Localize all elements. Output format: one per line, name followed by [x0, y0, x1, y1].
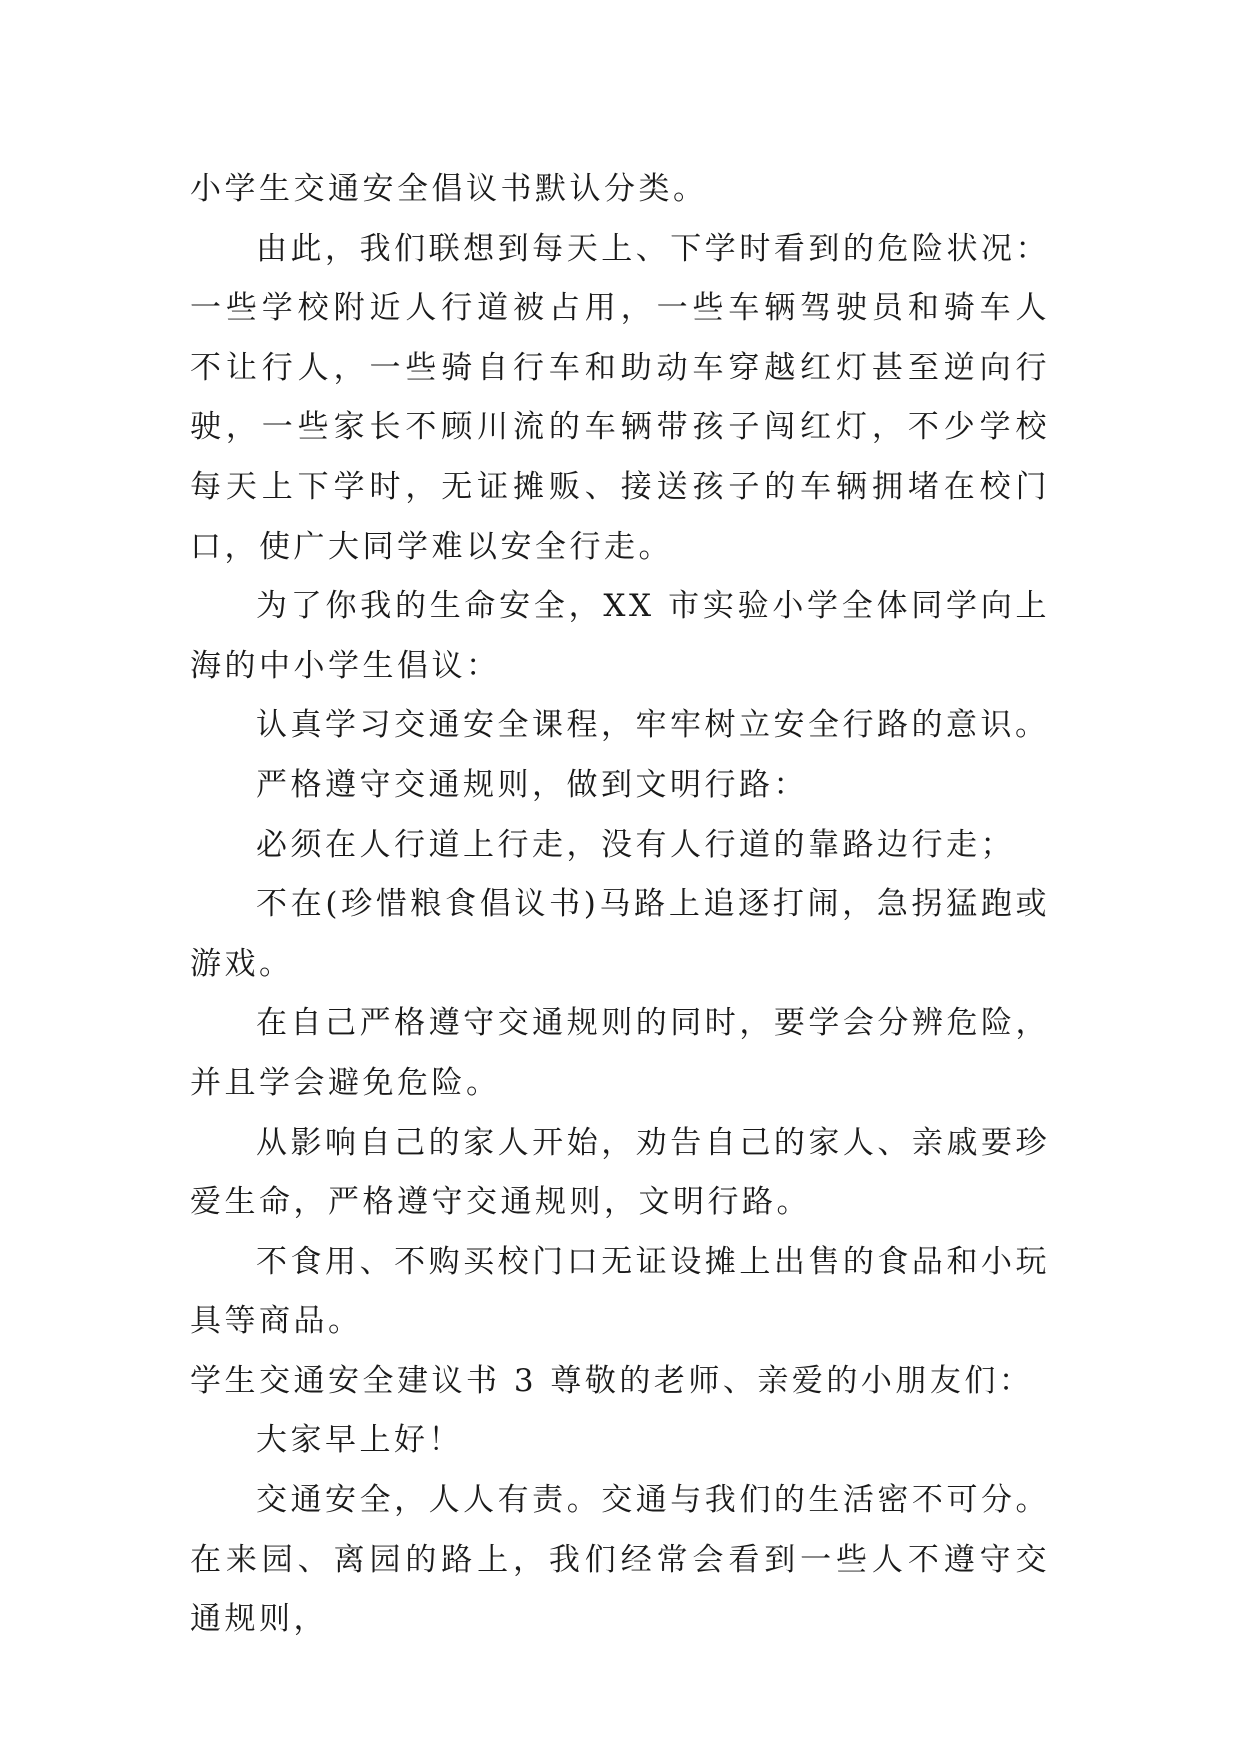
paragraph: 学生交通安全建议书 3 尊敬的老师、亲爱的小朋友们： — [190, 1362, 1034, 1399]
paragraph: 由此，我们联想到每天上、下学时看到的危险状况：一些学校附近人行道被占用，一些车辆驾驶员和骑车人不让行人，一些骑自行车和助动车穿越红灯甚至逆向行驶，一些家长不顾川流的车辆带孩子闯红灯，不少学校每天上下学时，无证摊贩、接送孩子的车辆拥堵在校门口，使广大同学难以安全行走。 — [190, 230, 1050, 565]
paragraph: 在自己严格遵守交通规则的同时，要学会分辨危险，并且学会避免危险。 — [190, 1005, 1050, 1101]
document-body — [190, 160, 1050, 1650]
paragraph: 严格遵守交通规则，做到文明行路： — [256, 766, 808, 803]
paragraph: 为了你我的生命安全，XX 市实验小学全体同学向上海的中小学生倡议： — [190, 588, 1050, 684]
paragraph: 大家早上好！ — [256, 1422, 463, 1459]
paragraph: 不食用、不购买校门口无证设摊上出售的食品和小玩具等商品。 — [190, 1243, 1050, 1340]
paragraph: 小学生交通安全倡议书默认分类。 — [190, 171, 708, 207]
paragraph: 认真学习交通安全课程，牢牢树立安全行路的意识。 — [256, 707, 1050, 744]
paragraph: 从影响自己的家人开始，劝告自己的家人、亲戚要珍爱生命，严格遵守交通规则，文明行路。 — [190, 1124, 1050, 1221]
paragraph: 交通安全，人人有责。交通与我们的生活密不可分。在来园、离园的路上，我们经常会看到一些人不遵守交通规则， — [190, 1482, 1050, 1638]
paragraph: 必须在人行道上行走，没有人行道的靠路边行走； — [256, 826, 1015, 863]
paragraph: 不在(珍惜粮食倡议书)马路上追逐打闹，急拐猛跑或游戏。 — [190, 886, 1050, 982]
